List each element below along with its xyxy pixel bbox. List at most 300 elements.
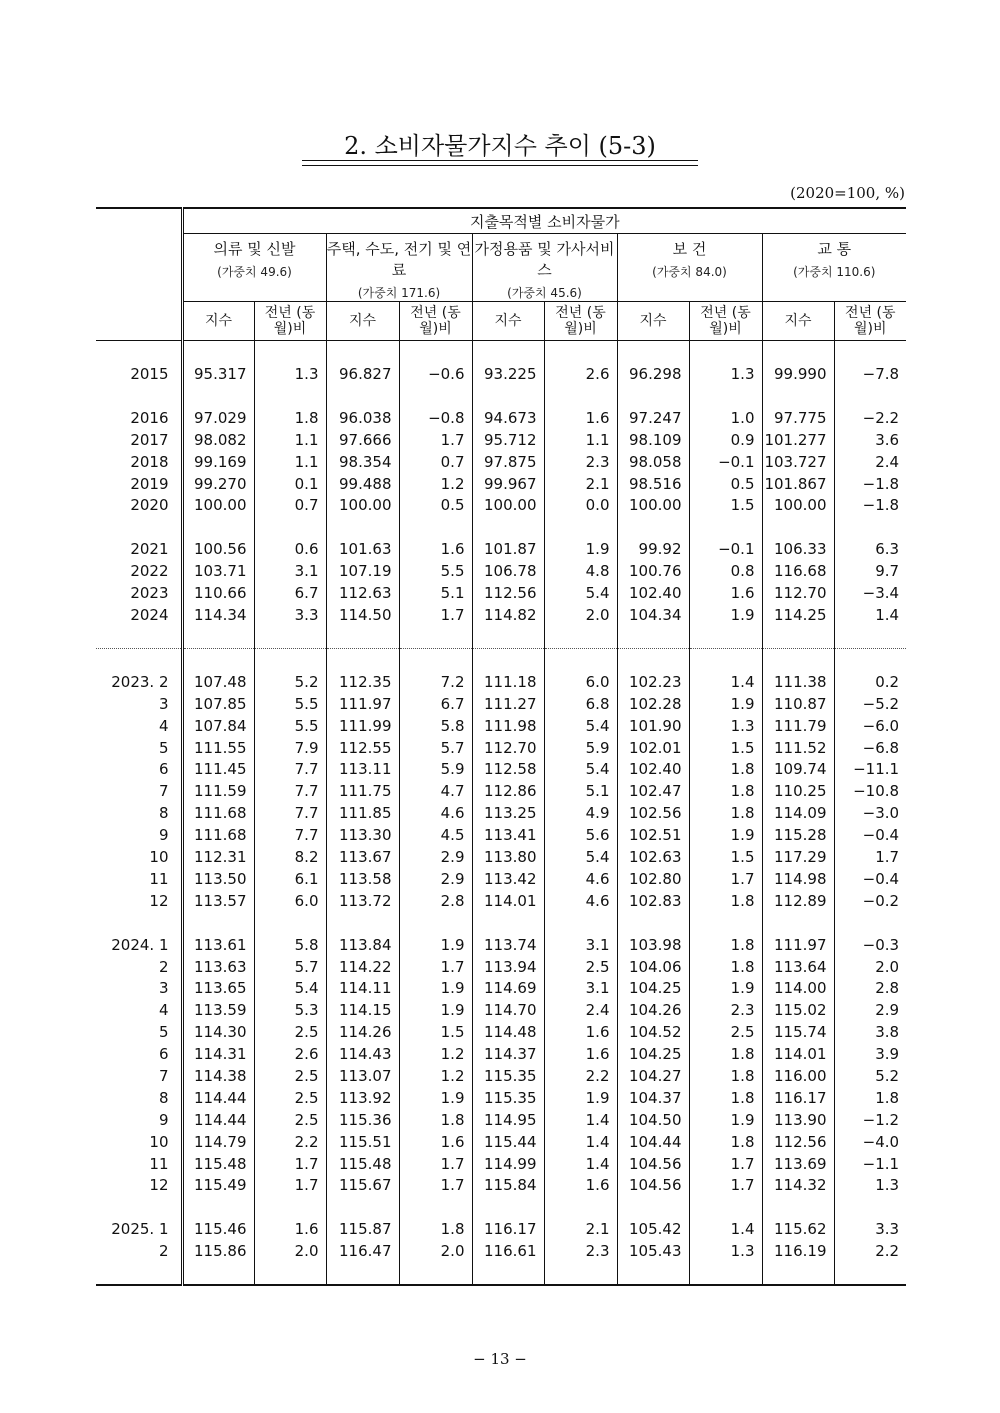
index-value: 111.97: [762, 934, 834, 956]
index-value: 107.19: [326, 560, 399, 582]
index-value: 110.66: [182, 582, 254, 604]
index-value: 112.70: [472, 737, 544, 759]
period-label: 5: [158, 738, 169, 757]
change-value: 1.9: [399, 934, 472, 956]
index-value: 113.25: [472, 802, 544, 824]
change-value: 1.9: [399, 999, 472, 1021]
change-value: 5.7: [399, 737, 472, 759]
index-value: 114.37: [472, 1043, 544, 1065]
table-row: [96, 429, 906, 451]
change-value: −10.8: [834, 780, 906, 802]
index-value: 114.34: [182, 604, 254, 626]
change-value: 5.4: [544, 758, 617, 780]
index-value: 99.990: [762, 363, 834, 385]
index-value: 111.59: [182, 780, 254, 802]
change-value: −6.0: [834, 715, 906, 737]
index-value: 116.00: [762, 1065, 834, 1087]
index-value: 112.56: [472, 582, 544, 604]
index-value: 111.18: [472, 671, 544, 693]
change-value: 2.8: [834, 977, 906, 999]
category-header: [617, 234, 762, 302]
index-value: 95.317: [182, 363, 254, 385]
change-value: 0.7: [399, 451, 472, 473]
index-value: 114.82: [472, 604, 544, 626]
change-value: 1.8: [689, 802, 762, 824]
category-name: 보 건: [672, 240, 707, 258]
table-row: [96, 494, 906, 516]
index-value: 111.68: [182, 824, 254, 846]
change-value: 0.9: [689, 429, 762, 451]
index-value: 112.89: [762, 890, 834, 912]
index-value: 115.67: [326, 1175, 399, 1197]
table-row: [96, 407, 906, 429]
change-value: 2.5: [254, 1087, 326, 1109]
change-value: 3.6: [834, 429, 906, 451]
index-value: 113.57: [182, 890, 254, 912]
change-value: 1.7: [399, 1175, 472, 1197]
change-value: 2.5: [254, 1021, 326, 1043]
index-value: 98.058: [617, 451, 689, 473]
period-label: 12: [149, 1176, 169, 1195]
change-value: 1.6: [544, 1021, 617, 1043]
index-value: 113.58: [326, 868, 399, 890]
period-label: 11: [149, 869, 169, 888]
index-value: 115.44: [472, 1131, 544, 1153]
index-value: 111.45: [182, 758, 254, 780]
index-value: 112.63: [326, 582, 399, 604]
change-value: 7.2: [399, 671, 472, 693]
change-value: 6.1: [254, 868, 326, 890]
table-row: [96, 1240, 906, 1262]
index-value: 114.95: [472, 1109, 544, 1131]
change-value: 5.9: [399, 758, 472, 780]
period-label: 7: [158, 1066, 169, 1085]
index-value: 112.31: [182, 846, 254, 868]
table-row: [96, 1021, 906, 1043]
change-value: 1.7: [834, 846, 906, 868]
table-row: [96, 671, 906, 693]
index-value: 111.27: [472, 693, 544, 715]
index-value: 114.48: [472, 1021, 544, 1043]
period-label: 11: [149, 1154, 169, 1173]
table-row: [96, 604, 906, 626]
table-row: [96, 582, 906, 604]
change-value: 7.7: [254, 802, 326, 824]
change-value: 1.2: [399, 1043, 472, 1065]
spacer-row: [96, 341, 906, 364]
change-value: −0.2: [834, 890, 906, 912]
change-value: 1.4: [834, 604, 906, 626]
change-value: 2.9: [399, 868, 472, 890]
period-label: 2020: [130, 496, 169, 515]
change-value: 9.7: [834, 560, 906, 582]
table-row: [96, 560, 906, 582]
change-value: 1.6: [689, 582, 762, 604]
table-row: [96, 363, 906, 385]
index-value: 104.34: [617, 604, 689, 626]
period-label: 9: [158, 826, 169, 845]
change-value: 1.4: [544, 1109, 617, 1131]
change-value: 3.1: [544, 977, 617, 999]
index-value: 102.63: [617, 846, 689, 868]
index-value: 95.712: [472, 429, 544, 451]
table-row: [96, 956, 906, 978]
table-row: [96, 868, 906, 890]
change-value: 0.5: [399, 494, 472, 516]
change-value: 5.5: [399, 560, 472, 582]
index-value: 116.47: [326, 1240, 399, 1262]
change-value: 2.0: [834, 956, 906, 978]
unit-note: (2020=100, %): [790, 184, 905, 202]
change-value: 0.1: [254, 473, 326, 495]
index-value: 111.98: [472, 715, 544, 737]
index-value: 110.87: [762, 693, 834, 715]
change-value: 1.9: [689, 693, 762, 715]
change-value: 1.9: [399, 1087, 472, 1109]
change-value: 2.3: [689, 999, 762, 1021]
change-value: 1.7: [689, 868, 762, 890]
change-value: 3.3: [254, 604, 326, 626]
index-value: 113.42: [472, 868, 544, 890]
index-value: 112.56: [762, 1131, 834, 1153]
table-row: [96, 934, 906, 956]
table-row: [96, 693, 906, 715]
change-value: 4.6: [544, 890, 617, 912]
index-value: 111.52: [762, 737, 834, 759]
index-value: 115.86: [182, 1240, 254, 1262]
index-value: 114.98: [762, 868, 834, 890]
change-value: 5.4: [544, 715, 617, 737]
period-label: 10: [149, 847, 169, 866]
index-value: 113.67: [326, 846, 399, 868]
index-value: 114.32: [762, 1175, 834, 1197]
index-value: 112.35: [326, 671, 399, 693]
change-value: 1.9: [689, 1109, 762, 1131]
change-value: 1.8: [689, 780, 762, 802]
table-row: [96, 780, 906, 802]
change-value: 1.8: [689, 1087, 762, 1109]
change-value: 2.4: [834, 451, 906, 473]
change-value: 1.6: [544, 407, 617, 429]
change-value: 4.6: [544, 868, 617, 890]
index-value: 106.33: [762, 538, 834, 560]
spacer-row: [96, 1196, 906, 1218]
table-row: [96, 1109, 906, 1131]
change-value: 1.2: [399, 473, 472, 495]
index-value: 115.35: [472, 1065, 544, 1087]
period-label: 2025. 1: [111, 1220, 169, 1239]
change-value: 5.8: [254, 934, 326, 956]
index-value: 102.23: [617, 671, 689, 693]
change-value: 4.5: [399, 824, 472, 846]
change-value: 5.6: [544, 824, 617, 846]
index-value: 114.30: [182, 1021, 254, 1043]
index-value: 99.270: [182, 473, 254, 495]
change-value: 1.5: [689, 737, 762, 759]
index-value: 115.28: [762, 824, 834, 846]
period-label: 2019: [130, 474, 169, 493]
index-value: 113.72: [326, 890, 399, 912]
change-value: 2.5: [254, 1065, 326, 1087]
change-value: 8.2: [254, 846, 326, 868]
sub-header-index: 지수: [617, 302, 689, 341]
index-value: 105.42: [617, 1218, 689, 1240]
index-value: 115.84: [472, 1175, 544, 1197]
index-value: 115.49: [182, 1175, 254, 1197]
change-value: 1.1: [254, 451, 326, 473]
period-label: 8: [158, 804, 169, 823]
change-value: 4.9: [544, 802, 617, 824]
table-row: [96, 1175, 906, 1197]
index-value: 114.44: [182, 1087, 254, 1109]
change-value: 1.7: [399, 429, 472, 451]
table-row: [96, 737, 906, 759]
change-value: 1.4: [544, 1131, 617, 1153]
index-value: 104.27: [617, 1065, 689, 1087]
index-value: 114.44: [182, 1109, 254, 1131]
change-value: 1.9: [689, 824, 762, 846]
change-value: 1.1: [544, 429, 617, 451]
index-value: 106.78: [472, 560, 544, 582]
change-value: 1.8: [689, 1131, 762, 1153]
period-label: 6: [158, 1045, 169, 1064]
index-value: 100.00: [182, 494, 254, 516]
change-value: 5.3: [254, 999, 326, 1021]
change-value: 1.8: [834, 1087, 906, 1109]
index-value: 100.56: [182, 538, 254, 560]
index-value: 100.00: [472, 494, 544, 516]
change-value: −0.1: [689, 538, 762, 560]
change-value: 1.7: [689, 1153, 762, 1175]
change-value: 5.8: [399, 715, 472, 737]
index-value: 114.11: [326, 977, 399, 999]
index-value: 99.169: [182, 451, 254, 473]
index-value: 99.967: [472, 473, 544, 495]
change-value: 2.5: [689, 1021, 762, 1043]
table-row: [96, 802, 906, 824]
change-value: 1.3: [254, 363, 326, 385]
sub-header-change: 전년 (동월)비: [834, 302, 906, 341]
period-label: 2018: [130, 452, 169, 471]
index-value: 104.52: [617, 1021, 689, 1043]
index-value: 113.50: [182, 868, 254, 890]
index-value: 103.727: [762, 451, 834, 473]
change-value: 7.7: [254, 758, 326, 780]
change-value: 1.9: [399, 977, 472, 999]
change-value: 1.8: [689, 890, 762, 912]
index-value: 104.26: [617, 999, 689, 1021]
change-value: 0.8: [689, 560, 762, 582]
period-label: 2023. 2: [111, 672, 169, 691]
index-value: 100.76: [617, 560, 689, 582]
page-title: 2. 소비자물가지수 추이 (5-3): [344, 132, 656, 160]
change-value: 1.5: [689, 494, 762, 516]
index-value: 114.69: [472, 977, 544, 999]
index-value: 111.55: [182, 737, 254, 759]
change-value: 0.0: [544, 494, 617, 516]
change-value: 6.0: [544, 671, 617, 693]
index-value: 100.00: [326, 494, 399, 516]
index-value: 104.56: [617, 1153, 689, 1175]
spacer-row: [96, 516, 906, 538]
change-value: 7.7: [254, 824, 326, 846]
index-value: 113.07: [326, 1065, 399, 1087]
change-value: 1.7: [399, 956, 472, 978]
index-value: 97.775: [762, 407, 834, 429]
index-value: 111.99: [326, 715, 399, 737]
index-value: 111.97: [326, 693, 399, 715]
table-row: [96, 758, 906, 780]
index-value: 114.38: [182, 1065, 254, 1087]
index-value: 101.87: [472, 538, 544, 560]
index-value: 117.29: [762, 846, 834, 868]
index-value: 112.58: [472, 758, 544, 780]
change-value: 2.6: [544, 363, 617, 385]
change-value: 1.9: [689, 604, 762, 626]
change-value: 2.0: [399, 1240, 472, 1262]
period-label: 2017: [130, 430, 169, 449]
period-label: 12: [149, 891, 169, 910]
period-label: 4: [158, 1001, 169, 1020]
index-value: 113.11: [326, 758, 399, 780]
index-value: 107.84: [182, 715, 254, 737]
change-value: 1.9: [544, 538, 617, 560]
index-value: 102.47: [617, 780, 689, 802]
index-value: 104.37: [617, 1087, 689, 1109]
index-value: 98.082: [182, 429, 254, 451]
index-value: 115.35: [472, 1087, 544, 1109]
change-value: 1.6: [399, 538, 472, 560]
change-value: 1.8: [689, 758, 762, 780]
period-label: 4: [158, 716, 169, 735]
category-weight: (가중치 110.6): [793, 265, 876, 279]
table-row: [96, 977, 906, 999]
index-value: 111.75: [326, 780, 399, 802]
category-name: 의류 및 신발: [213, 240, 296, 258]
category-weight: (가중치 49.6): [217, 265, 292, 279]
period-label: 2021: [130, 540, 169, 559]
index-value: 113.41: [472, 824, 544, 846]
index-value: 100.00: [617, 494, 689, 516]
change-value: 1.4: [544, 1153, 617, 1175]
index-value: 102.28: [617, 693, 689, 715]
index-value: 110.25: [762, 780, 834, 802]
period-label: 9: [158, 1110, 169, 1129]
change-value: −2.2: [834, 407, 906, 429]
change-value: 3.3: [834, 1218, 906, 1240]
period-label: 2023: [130, 584, 169, 603]
index-value: 116.17: [762, 1087, 834, 1109]
change-value: 2.0: [544, 604, 617, 626]
index-value: 115.02: [762, 999, 834, 1021]
index-value: 96.038: [326, 407, 399, 429]
index-value: 104.44: [617, 1131, 689, 1153]
change-value: 0.6: [254, 538, 326, 560]
change-value: 2.1: [544, 473, 617, 495]
change-value: −11.1: [834, 758, 906, 780]
index-value: 101.90: [617, 715, 689, 737]
index-value: 102.56: [617, 802, 689, 824]
change-value: 1.8: [399, 1109, 472, 1131]
period-label: 2: [158, 957, 169, 976]
title-underline: [302, 165, 698, 166]
index-value: 113.92: [326, 1087, 399, 1109]
sub-header-change: 전년 (동월)비: [254, 302, 326, 341]
category-name: 교 통: [817, 240, 852, 258]
change-value: 1.9: [544, 1087, 617, 1109]
index-value: 109.74: [762, 758, 834, 780]
change-value: 1.6: [254, 1218, 326, 1240]
change-value: 1.3: [689, 715, 762, 737]
category-weight: (가중치 171.6): [357, 286, 441, 300]
index-value: 116.19: [762, 1240, 834, 1262]
index-value: 103.98: [617, 934, 689, 956]
change-value: 5.7: [254, 956, 326, 978]
table-row: [96, 846, 906, 868]
index-value: 111.68: [182, 802, 254, 824]
page-number: − 13 −: [473, 1350, 527, 1368]
index-value: 115.51: [326, 1131, 399, 1153]
period-label: 7: [158, 782, 169, 801]
change-value: 1.8: [254, 407, 326, 429]
category-name: 주택, 수도, 전기 및 연료: [326, 240, 472, 279]
table-row: [96, 890, 906, 912]
index-value: 98.354: [326, 451, 399, 473]
change-value: 1.8: [399, 1218, 472, 1240]
index-value: 114.79: [182, 1131, 254, 1153]
index-value: 113.61: [182, 934, 254, 956]
change-value: 1.7: [399, 1153, 472, 1175]
index-value: 113.90: [762, 1109, 834, 1131]
index-value: 114.26: [326, 1021, 399, 1043]
change-value: 6.0: [254, 890, 326, 912]
sub-header-index: 지수: [182, 302, 254, 341]
index-value: 113.80: [472, 846, 544, 868]
table-row: [96, 538, 906, 560]
index-value: 101.277: [762, 429, 834, 451]
change-value: −0.3: [834, 934, 906, 956]
change-value: 1.2: [399, 1065, 472, 1087]
index-value: 115.46: [182, 1218, 254, 1240]
index-value: 115.62: [762, 1218, 834, 1240]
period-label: 5: [158, 1023, 169, 1042]
change-value: 2.9: [834, 999, 906, 1021]
change-value: 5.1: [544, 780, 617, 802]
change-value: 5.4: [544, 582, 617, 604]
index-value: 112.70: [762, 582, 834, 604]
index-value: 102.40: [617, 582, 689, 604]
change-value: 1.7: [254, 1175, 326, 1197]
index-value: 113.74: [472, 934, 544, 956]
index-value: 101.63: [326, 538, 399, 560]
index-value: 115.48: [182, 1153, 254, 1175]
change-value: 5.4: [254, 977, 326, 999]
change-value: 2.5: [544, 956, 617, 978]
change-value: 2.2: [834, 1240, 906, 1262]
change-value: 1.7: [254, 1153, 326, 1175]
category-weight: (가중치 45.6): [507, 286, 582, 300]
category-header: [762, 234, 906, 302]
index-value: 104.25: [617, 1043, 689, 1065]
change-value: 2.0: [254, 1240, 326, 1262]
change-value: 0.7: [254, 494, 326, 516]
table-row: [96, 1087, 906, 1109]
category-weight: (가중치 84.0): [652, 265, 727, 279]
index-value: 114.15: [326, 999, 399, 1021]
change-value: 1.5: [399, 1021, 472, 1043]
change-value: 2.2: [544, 1065, 617, 1087]
index-value: 101.867: [762, 473, 834, 495]
